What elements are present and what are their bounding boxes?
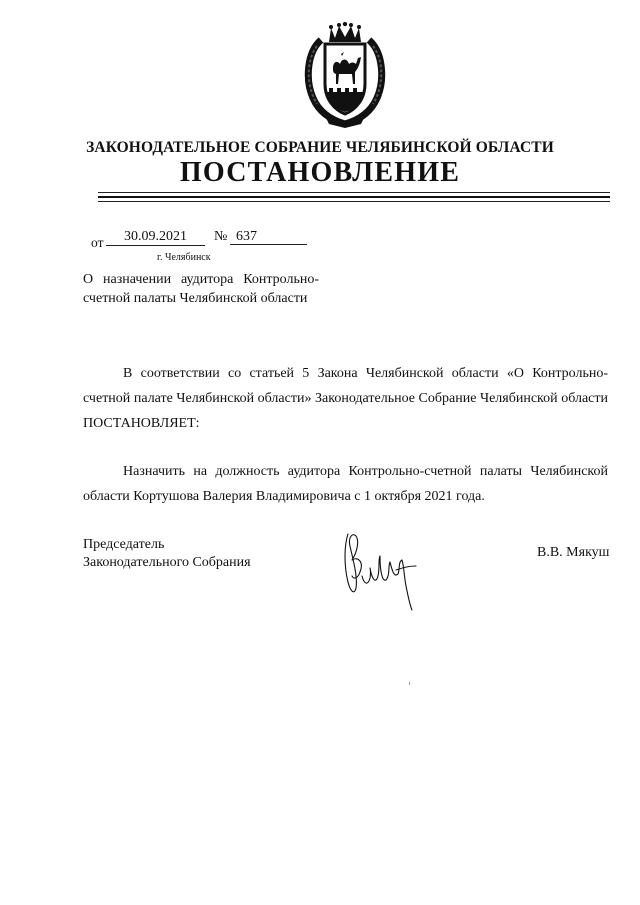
city-label: г. Челябинск [157, 252, 211, 263]
signatory-title [83, 536, 251, 572]
document-type-title: ПОСТАНОВЛЕНИЕ [179, 157, 461, 188]
document-number: 637 [230, 229, 307, 245]
handwritten-signature [336, 526, 430, 612]
signatory-title-line-1: Председатель [83, 537, 165, 552]
signatory-name: В.В. Мякуш [537, 545, 610, 560]
body-paragraph: В соответствии со статьей 5 Закона Челябинской области «О Контрольно-счетной палате Челябинской области» Законодательное Собрание Челябинской области ПОСТАНОВЛЯЕТ: [83, 366, 608, 431]
body-paragraph-decision: Назначить на должность аудитора Контрольно-счетной палаты Челябинской области Кортушова Валерия Владимировича с 1 октября 2021 года. [83, 464, 608, 504]
header-rule-thin [98, 192, 610, 193]
coat-of-arms-icon [295, 22, 395, 128]
header-rule-bottom [98, 201, 610, 202]
document-date: 30.09.2021 [106, 229, 205, 246]
organization-name: ЗАКОНОДАТЕЛЬНОЕ СОБРАНИЕ ЧЕЛЯБИНСКОЙ ОБЛАСТИ [86, 139, 554, 156]
signatory-title-line-2: Законодательного Собрания [83, 555, 251, 570]
header-rule-thick [98, 196, 610, 198]
number-label: № [214, 229, 228, 244]
scan-artifact [409, 682, 410, 685]
document-subject: О назначении аудитора Контрольно-счетной палаты Челябинской области [83, 272, 319, 306]
date-label: от [91, 235, 104, 250]
